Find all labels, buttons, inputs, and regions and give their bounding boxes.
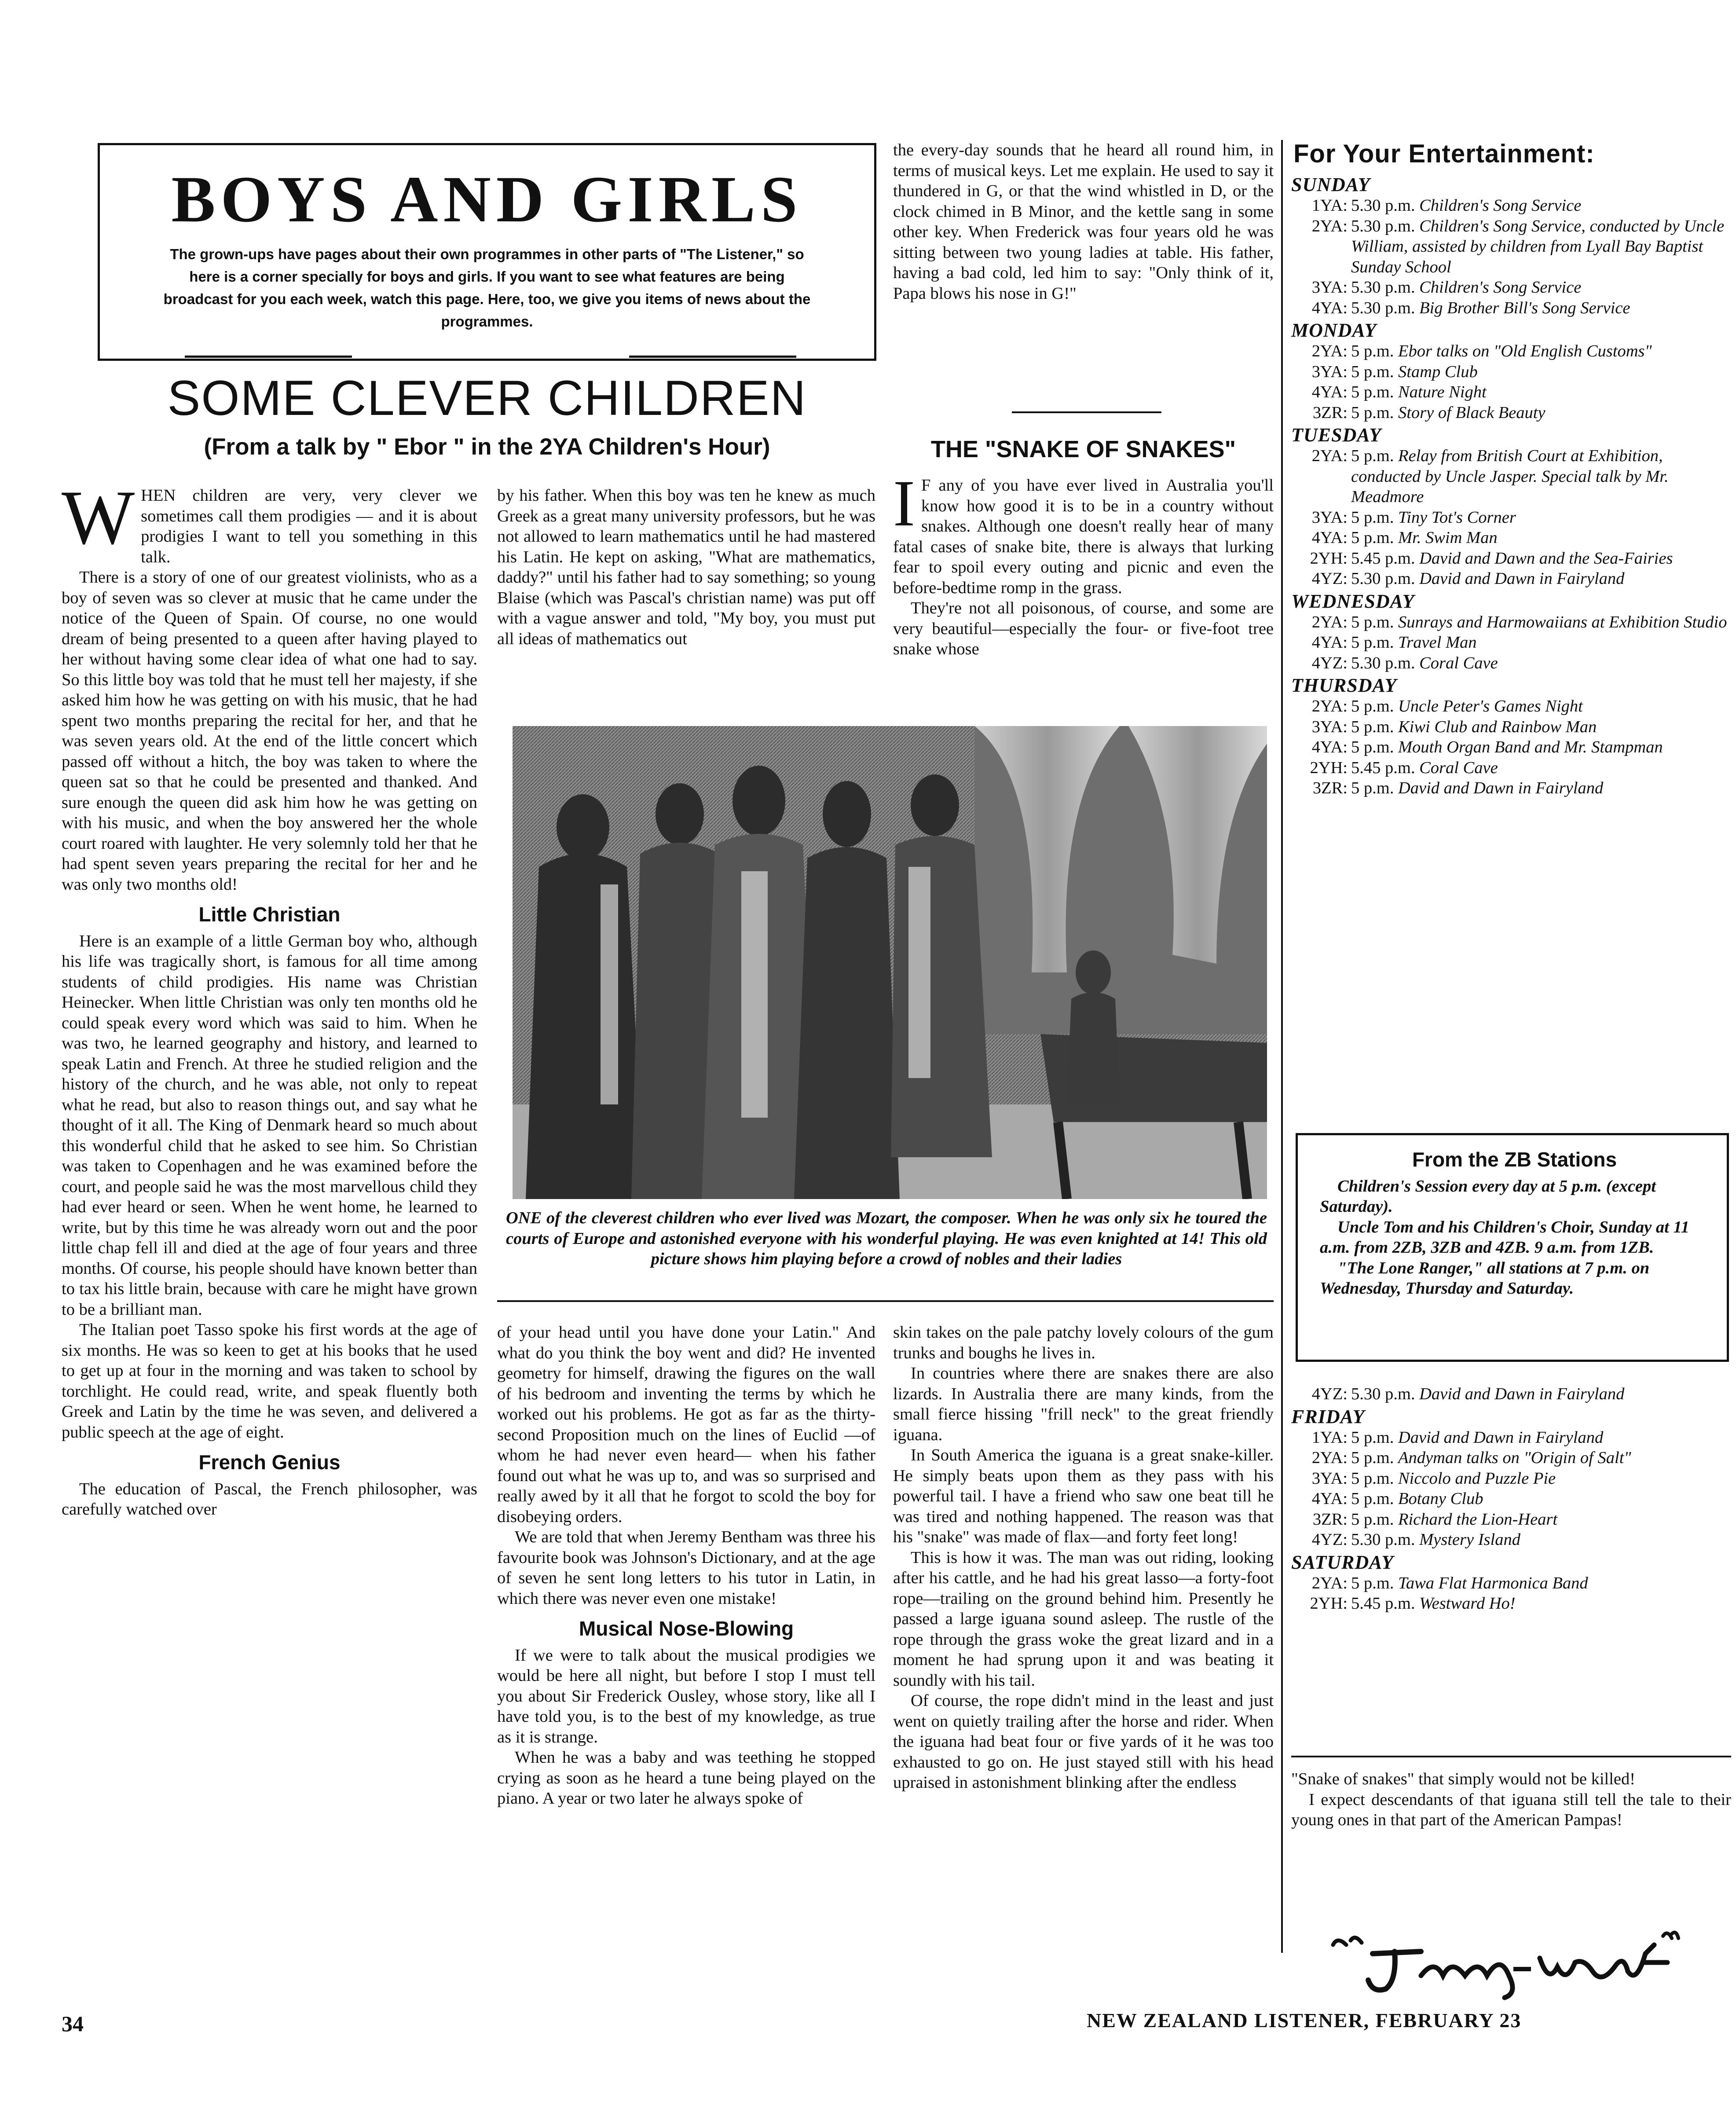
subheading: Musical Nose-Blowing (579, 1617, 794, 1640)
schedule-top (1291, 172, 1731, 799)
station: 4YA: (1311, 528, 1348, 547)
station: 1YA: (1311, 196, 1348, 215)
engraving-image (513, 726, 1267, 1199)
zb-paragraph: Children's Session every day at 5 p.m. (except Saturday). (1320, 1177, 1656, 1216)
station: 2YA: (1311, 613, 1348, 631)
programme: Big Brother Bill's Song Service (1419, 298, 1630, 317)
station: 4YA: (1311, 633, 1348, 652)
station: 2YA: (1311, 447, 1348, 465)
schedule-entry (1291, 298, 1731, 319)
station: 2YA: (1311, 1449, 1348, 1467)
time: 5 p.m. (1351, 717, 1398, 736)
time: 5.30 p.m. (1351, 1530, 1420, 1549)
station: 4YZ: (1311, 1385, 1348, 1403)
time: 5.30 p.m. (1351, 298, 1420, 317)
time: 5 p.m. (1351, 1489, 1398, 1508)
time: 5.45 p.m. (1351, 1594, 1420, 1613)
schedule-entry (1291, 403, 1731, 423)
programme: Botany Club (1398, 1489, 1483, 1508)
station: 2YA: (1311, 1573, 1348, 1592)
station: 3YA: (1311, 717, 1348, 736)
schedule-entry (1291, 195, 1731, 216)
schedule-entry (1291, 382, 1731, 403)
schedule-entry (1291, 277, 1731, 298)
snake-story (893, 467, 1274, 660)
schedule-entry (1291, 569, 1731, 589)
picture-caption: ONE of the cleverest children who ever lived was Mozart, the composer. When he was only six he toured the courts of Europe and astonished everyone with his wonderful playing. He was even knighted at 14! This old picture shows him playing before a crowd of nobles and their ladies (506, 1209, 1267, 1268)
time: 5 p.m. (1351, 528, 1398, 547)
divider (185, 356, 352, 358)
schedule-entry (1291, 1529, 1731, 1550)
time: 5 p.m. (1351, 508, 1398, 527)
schedule-entry (1291, 507, 1731, 528)
zb-title: From the ZB Stations (1412, 1148, 1617, 1171)
schedule-day: TUESDAY (1291, 424, 1382, 446)
paragraph: We are told that when Jeremy Bentham was three his favourite book was Johnson's Dictionary, and at the age of seven he sent long letters to his tutor in Latin, in which there was never even one mistake! (497, 1528, 875, 1608)
time: 5.30 p.m. (1351, 1385, 1420, 1403)
schedule-entry (1291, 1468, 1731, 1489)
section-intro: The grown-ups have pages about their own programmes in other parts of "The Listener," so here is a corner specially for boys and girls. If you want to see what features are being broadcast for you each week, watch this page. Here, too, we give you items of news about the programmes. (163, 246, 811, 330)
paragraph: skin takes on the pale patchy lovely colours of the gum trunks and boughs he lives in. (893, 1323, 1274, 1362)
column-1 (62, 475, 477, 1520)
time: 5 p.m. (1351, 633, 1398, 652)
schedule-day: SATURDAY (1291, 1551, 1394, 1573)
programme: David and Dawn and the Sea-Fairies (1419, 549, 1673, 568)
time: 5.30 p.m. (1351, 196, 1420, 215)
zb-paragraph: Uncle Tom and his Children's Choir, Sunday at 11 a.m. from 2ZB, 3ZB and 4ZB. 9 a.m. from 1ZB. (1320, 1218, 1689, 1257)
programme: Travel Man (1398, 633, 1477, 652)
paragraph: This is how it was. The man was out riding, looking after his cattle, and he had his great lasso—a forty-foot rope—trailing on the ground behind him. Presently he passed a large iguana sound asleep. The rustle of the rope through the grass woke the great lizard and in a moment he had sprung upon it and was beating it soundly with his tail. (893, 1548, 1274, 1690)
mozart-illustration (513, 726, 1267, 1199)
programme: Children's Song Service, conducted by Uncle William, assisted by children from Lyall Bay Baptist Sunday School (1351, 216, 1725, 276)
schedule-day: FRIDAY (1291, 1405, 1365, 1427)
paragraph: I expect descendants of that iguana still tell the tale to their young ones in that part of the American Pampas! (1291, 1790, 1731, 1829)
programme: Tawa Flat Harmonica Band (1398, 1573, 1588, 1592)
programme: Relay from British Court at Exhibition, conducted by Uncle Jasper. Special talk by Mr. Meadmore (1351, 447, 1669, 506)
column-4-end (1291, 1769, 1731, 1830)
paragraph: There is a story of one of our greatest violinists, who as a boy of seven was so clever at music that he came under the notice of the Queen of Spain. Of course, no one would dream of being presented to a queen after having played to her without having some clear idea of what one had to say. So this little boy was told that he must tell her majesty, if she asked him how he was getting on with his music, that he had spent two months preparing the recital for her, and that he was seven years old. At the end of the little concert which passed off without a hitch, the boy was taken to where the queen sat so that he could be presented and thanked. And sure enough the queen did ask him how he was getting on with his music, and when the boy answered her the whole court roared with laughter. He very solemnly told her that he had spent seven years preparing the recital for her and he was only two months old! (62, 568, 477, 894)
programme: David and Dawn in Fairyland (1398, 779, 1604, 797)
paragraph: They're not all poisonous, of course, and some are very beautiful—especially the four- or five-foot tree snake whose (893, 599, 1274, 658)
programme: David and Dawn in Fairyland (1419, 1385, 1625, 1403)
schedule-entry (1291, 548, 1731, 569)
zb-paragraph: "The Lone Ranger," all stations at 7 p.m. on Wednesday, Thursday and Saturday. (1320, 1258, 1650, 1298)
station: 2YA: (1311, 216, 1348, 235)
paragraph: The education of Pascal, the French philosopher, was carefully watched over (62, 1479, 477, 1518)
time: 5 p.m. (1351, 447, 1398, 465)
station: 4YZ: (1311, 653, 1348, 672)
schedule-entry (1291, 758, 1731, 778)
time: 5 p.m. (1351, 383, 1398, 401)
schedule-entry (1291, 612, 1731, 633)
schedule-entry (1291, 446, 1731, 507)
schedule-entry (1291, 362, 1731, 382)
time: 5 p.m. (1351, 403, 1398, 422)
programme: Tiny Tot's Corner (1398, 508, 1516, 527)
programme: Children's Song Service (1419, 278, 1582, 297)
paragraph: In countries where there are snakes there are also lizards. In Australia there are many kinds, from the small fierce hissing "frill neck" to the great friendly iguana. (893, 1364, 1274, 1444)
schedule-entry (1291, 778, 1731, 799)
paragraph: by his father. When this boy was ten he knew as much Greek as a great many university professors, but he was not allowed to learn mathematics until he had mastered his Latin. He kept on asking, "What are mathematics, daddy?" until his father had to say something; so young Blaise (which was Pascal's christian name) was put off with a vague answer and told, "My boy, you must put all ideas of mathematics out (497, 486, 875, 648)
schedule-day: MONDAY (1291, 319, 1377, 341)
schedule-entry (1291, 632, 1731, 653)
programme: Stamp Club (1398, 362, 1478, 381)
station: 3YA: (1311, 508, 1348, 527)
paragraph: Of course, the rope didn't mind in the least and just went on quietly trailing after the horse and rider. When the iguana had beat four or five yards of it he was too exhausted to go on. He just stayed still with his head upraised in astonishment blinking after the endless (893, 1691, 1274, 1792)
time: 5 p.m. (1351, 697, 1398, 715)
programme: Uncle Peter's Games Night (1398, 697, 1583, 715)
schedule-day: THURSDAY (1291, 675, 1397, 696)
time: 5 p.m. (1351, 613, 1398, 631)
programme: Mouth Organ Band and Mr. Stampman (1398, 738, 1663, 756)
programme: Children's Song Service (1419, 196, 1582, 215)
station: 3ZR: (1312, 1510, 1348, 1529)
signature (1320, 1927, 1681, 2002)
time: 5 p.m. (1351, 1428, 1398, 1447)
paragraph: When he was a baby and was teething he stopped crying as soon as he heard a tune being played on the piano. A year or two later he always spoke of (497, 1748, 875, 1808)
station: 3ZR: (1312, 779, 1348, 797)
station: 2YA: (1311, 342, 1348, 360)
paragraph: of your head until you have done your Latin." And what do you think the boy went and did? He invented geometry for himself, drawing the figures on the wall of his bedroom and inventing the terms by which he worked out his problems. He got as far as the thirty-second Proposition much on the lines of Euclid —of whom he had never even heard— when his father found out what he was up to, and was so surprised and really awed by it all that he forgot to scold the boy for disobeying orders. (497, 1323, 875, 1526)
time: 5 p.m. (1351, 779, 1398, 797)
station: 1YA: (1311, 1428, 1348, 1447)
time: 5.45 p.m. (1351, 549, 1420, 568)
schedule-entry (1291, 1593, 1731, 1614)
programme: Kiwi Club and Rainbow Man (1398, 717, 1597, 736)
time: 5.30 p.m. (1351, 278, 1420, 297)
schedule-entry (1291, 653, 1731, 674)
header-box (98, 143, 876, 361)
time: 5 p.m. (1351, 1573, 1398, 1592)
station: 4YA: (1311, 1489, 1348, 1508)
paragraph: the every-day sounds that he heard all round him, in terms of musical keys. Let me explain. He used to say it thundered in G, or that the wind whistled in D, or the clock chimed in B Minor, and the kettle sang in some other key. When Frederick was four years old he was sitting between two young ladies at table. His father, having a bad cold, led him to say: "Only think of it, Papa blows his nose in G!" (893, 141, 1274, 303)
schedule-day: WEDNESDAY (1291, 590, 1415, 612)
zb-stations-box (1296, 1133, 1729, 1362)
programme: Richard the Lion-Heart (1398, 1510, 1558, 1529)
station: 2YH: (1310, 1594, 1348, 1613)
paragraph: "Snake of snakes" that simply would not be killed! (1291, 1770, 1636, 1788)
programme: Niccolo and Puzzle Pie (1398, 1469, 1556, 1488)
schedule-entry (1291, 216, 1731, 278)
programme: David and Dawn in Fairyland (1419, 569, 1625, 588)
divider (629, 356, 796, 358)
time: 5 p.m. (1351, 362, 1398, 381)
paragraph: F any of you have ever lived in Australia you'll know how good it is to be in a country without snakes. Although one doesn't really hear of many fatal cases of snake bite, there is always that lurking fear to spoil every outing and picnic and even the before-bedtime romp in the grass. (893, 476, 1274, 597)
programme: Story of Black Beauty (1398, 403, 1546, 422)
page-number: 34 (62, 2011, 84, 2036)
schedule-day: SUNDAY (1291, 174, 1370, 195)
station: 4YZ: (1311, 569, 1348, 588)
station: 2YH: (1310, 758, 1348, 777)
time: 5 p.m. (1351, 738, 1398, 756)
paragraph: In South America the iguana is a great snake-killer. He simply beats upon them as they pass with his powerful tail. I have a friend who saw one beat till he was tired and nothing happened. The reason was that his "snake" was made of flax—and forty feet long! (893, 1446, 1274, 1546)
article-subtitle: (From a talk by " Ebor " in the 2YA Children's Hour) (204, 434, 770, 460)
subheading: Little Christian (198, 903, 341, 926)
programme: Coral Cave (1419, 758, 1498, 777)
station: 3ZR: (1312, 403, 1348, 422)
schedule-entry (1291, 696, 1731, 717)
schedule-entry (1291, 1489, 1731, 1509)
station: 4YA: (1311, 383, 1348, 401)
station: 4YZ: (1311, 1530, 1348, 1549)
publication-footer: NEW ZEALAND LISTENER, FEBRUARY 23 (1087, 2009, 1522, 2032)
time: 5 p.m. (1351, 1510, 1398, 1529)
column-divider (1281, 140, 1283, 1953)
time: 5 p.m. (1351, 1449, 1398, 1467)
programme: Andyman talks on "Origin of Salt" (1398, 1449, 1631, 1467)
paragraph: If we were to talk about the musical prodigies we would be here all night, but before I stop I must tell you about Sir Frederick Ousley, whose story, like all I have told you, is to the best of my knowledge, as true as it is strange. (497, 1646, 875, 1746)
time: 5.30 p.m. (1351, 653, 1420, 672)
schedule-entry (1291, 1384, 1731, 1405)
schedule-entry (1291, 341, 1731, 362)
column-2-bottom (497, 1322, 875, 1809)
station: 4YA: (1311, 298, 1348, 317)
programme: Nature Night (1398, 383, 1487, 401)
dropcap: I (893, 467, 915, 540)
column-3-top (893, 140, 1274, 304)
station: 3YA: (1311, 278, 1348, 297)
programme: Mystery Island (1419, 1530, 1520, 1549)
time: 5.30 p.m. (1351, 216, 1420, 235)
article-title: SOME CLEVER CHILDREN (167, 370, 807, 425)
time: 5 p.m. (1351, 1469, 1398, 1488)
schedule-heading: For Your Entertainment: (1293, 139, 1595, 168)
station: 2YH: (1310, 549, 1348, 568)
dropcap: W (62, 475, 135, 561)
signature-scrawl (1320, 1927, 1681, 2002)
schedule-entry (1291, 1509, 1731, 1530)
time: 5 p.m. (1351, 342, 1398, 360)
divider (497, 1300, 1274, 1302)
station: 3YA: (1311, 362, 1348, 381)
subheading: French Genius (198, 1451, 341, 1474)
paragraph: The Italian poet Tasso spoke his first words at the age of six months. He was so keen to get at his books that he used to get up at four in the morning and was taken to school by torchlight. He could read, write, and speak fluently both Greek and Latin by the time he was seven, and delivered a public speech at the age of eight. (62, 1320, 477, 1441)
schedule-entry (1291, 1448, 1731, 1468)
programme: Sunrays and Harmowaiians at Exhibition Studio (1398, 613, 1727, 631)
programme: David and Dawn in Fairyland (1398, 1428, 1604, 1447)
time: 5.30 p.m. (1351, 569, 1420, 588)
schedule-entry (1291, 1427, 1731, 1448)
station: 2YA: (1311, 697, 1348, 715)
schedule-entry (1291, 737, 1731, 758)
schedule-entry (1291, 1573, 1731, 1594)
programme: Coral Cave (1419, 653, 1498, 672)
column-3-bottom (893, 1322, 1274, 1793)
divider (1291, 1756, 1731, 1757)
divider (1012, 411, 1161, 413)
paragraph: Here is an example of a little German boy who, although his life was tragically short, is famous for all time among students of child prodigies. His name was Christian Heinecker. When little Christian was only ten months old he could speak every word which was said to him. When he was two, he learned geography and history, and learned to speak Latin and French. At three he studied religion and the history of the church, and he was able, not only to repeat what he read, but also to reason things out, and say what he thought of it all. The King of Denmark heard so much about this wonderful child that he asked to see him. So Christian was taken to Copenhagen and he was examined before the court, and people said he was the most marvellous child they had ever heard or seen. When he went home, he learned to write, but by this time he was already worn out and the poor little chap fell ill and died at the age of four years and three months. Of course, his people should have known better than to tax his little brain, because with care he might have grown to be a brilliant man. (62, 932, 477, 1319)
schedule-bottom (1291, 1384, 1731, 1614)
time: 5.45 p.m. (1351, 758, 1420, 777)
paragraph: HEN children are very, very clever we sometimes call them prodigies — and it is about prodigies I want to tell you something in this talk. (141, 486, 477, 566)
schedule-entry (1291, 528, 1731, 548)
column-2-top (497, 485, 875, 649)
snake-heading: THE "SNAKE OF SNAKES" (930, 436, 1236, 462)
station: 3YA: (1311, 1469, 1348, 1488)
programme: Mr. Swim Man (1398, 528, 1498, 547)
station: 4YA: (1311, 738, 1348, 756)
section-title: BOYS AND GIRLS (171, 163, 803, 236)
programme: Ebor talks on "Old English Customs" (1398, 342, 1652, 360)
programme: Westward Ho! (1419, 1594, 1516, 1613)
schedule-entry (1291, 717, 1731, 737)
